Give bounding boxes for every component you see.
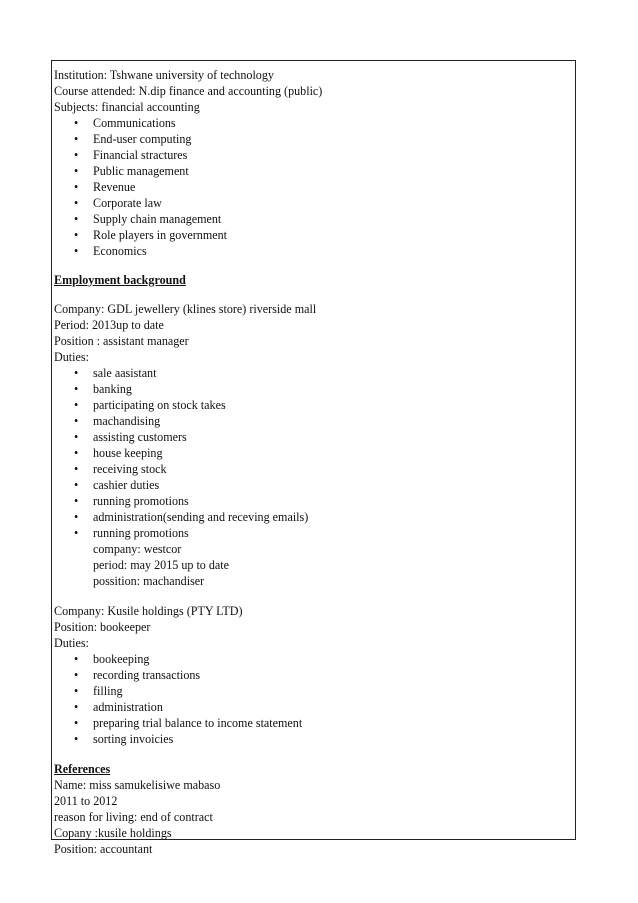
bullet-icon: • — [74, 366, 79, 380]
job2-duties-label: Duties: — [54, 636, 89, 650]
bullet-icon: • — [74, 526, 79, 540]
bullet-icon: • — [74, 684, 79, 698]
list-item: • End-user computing — [74, 132, 192, 146]
bullet-icon: • — [74, 668, 79, 682]
list-item: • Communications — [74, 116, 176, 130]
bullet-icon: • — [74, 430, 79, 444]
job1-period: Period: 2013up to date — [54, 318, 164, 332]
bullet-icon: • — [74, 414, 79, 428]
list-item: • running promotions — [74, 526, 189, 540]
reference-years: 2011 to 2012 — [54, 794, 118, 808]
employment-heading: Employment background — [54, 273, 186, 287]
list-item: • filling — [74, 684, 123, 698]
bullet-icon: • — [74, 462, 79, 476]
bullet-icon: • — [74, 116, 79, 130]
course-line: Course attended: N.dip finance and accounting (public) — [54, 84, 323, 98]
list-item: • preparing trial balance to income statement — [74, 716, 303, 730]
job1-sub-company: company: westcor — [93, 542, 182, 556]
bullet-icon: • — [74, 716, 79, 730]
bullet-icon: • — [74, 398, 79, 412]
list-item: • recording transactions — [74, 668, 201, 682]
bullet-icon: • — [74, 132, 79, 146]
bullet-icon: • — [74, 510, 79, 524]
bullet-icon: • — [74, 180, 79, 194]
bullet-icon: • — [74, 196, 79, 210]
list-item: • administration(sending and receving emails) — [74, 510, 309, 524]
list-item: • Economics — [74, 244, 147, 258]
list-item: • bookeeping — [74, 652, 150, 666]
reference-name: Name: miss samukelisiwe mabaso — [54, 778, 221, 792]
bullet-icon: • — [74, 700, 79, 714]
bullet-icon: • — [74, 244, 79, 258]
list-item: • cashier duties — [74, 478, 160, 492]
reference-position: Position: accountant — [54, 842, 153, 856]
bullet-icon: • — [74, 382, 79, 396]
job1-duties-label: Duties: — [54, 350, 89, 364]
list-item: • machandising — [74, 414, 161, 428]
list-item: • banking — [74, 382, 132, 396]
job2-duties-list — [54, 651, 574, 747]
references-heading: References — [54, 762, 111, 776]
list-item: • sorting invoicies — [74, 732, 174, 746]
bullet-icon: • — [74, 148, 79, 162]
bullet-icon: • — [74, 494, 79, 508]
job2-company: Company: Kusile holdings (PTY LTD) — [54, 604, 243, 618]
reference-reason: reason for living: end of contract — [54, 810, 213, 824]
bullet-icon: • — [74, 446, 79, 460]
job1-duties-list — [54, 365, 574, 541]
bullet-icon: • — [74, 652, 79, 666]
reference-company: Copany :kusile holdings — [54, 826, 172, 840]
job1-company: Company: GDL jewellery (klines store) riverside mall — [54, 302, 317, 316]
job1-sub-period: period: may 2015 up to date — [93, 558, 230, 572]
institution-line: Institution: Tshwane university of technology — [54, 68, 274, 82]
list-item: • sale aasistant — [74, 366, 157, 380]
list-item: • participating on stock takes — [74, 398, 226, 412]
bullet-icon: • — [74, 164, 79, 178]
list-item: • house keeping — [74, 446, 163, 460]
subjects-label: Subjects: financial accounting — [54, 100, 200, 114]
job1-position: Position : assistant manager — [54, 334, 189, 348]
list-item: • running promotions — [74, 494, 189, 508]
list-item: • assisting customers — [74, 430, 187, 444]
list-item: • Public management — [74, 164, 189, 178]
bullet-icon: • — [74, 212, 79, 226]
cv-content — [54, 67, 574, 857]
list-item: • receiving stock — [74, 462, 167, 476]
bullet-icon: • — [74, 732, 79, 746]
list-item: • Role players in government — [74, 228, 228, 242]
bullet-icon: • — [74, 228, 79, 242]
list-item: • Financial stractures — [74, 148, 188, 162]
list-item: • Revenue — [74, 180, 136, 194]
list-item: • Corporate law — [74, 196, 162, 210]
job2-position: Position: bookeeper — [54, 620, 151, 634]
list-item: • administration — [74, 700, 163, 714]
list-item: • Supply chain management — [74, 212, 222, 226]
bullet-icon: • — [74, 478, 79, 492]
job1-sub-position: possition: machandiser — [93, 574, 205, 588]
subjects-list — [54, 115, 574, 259]
